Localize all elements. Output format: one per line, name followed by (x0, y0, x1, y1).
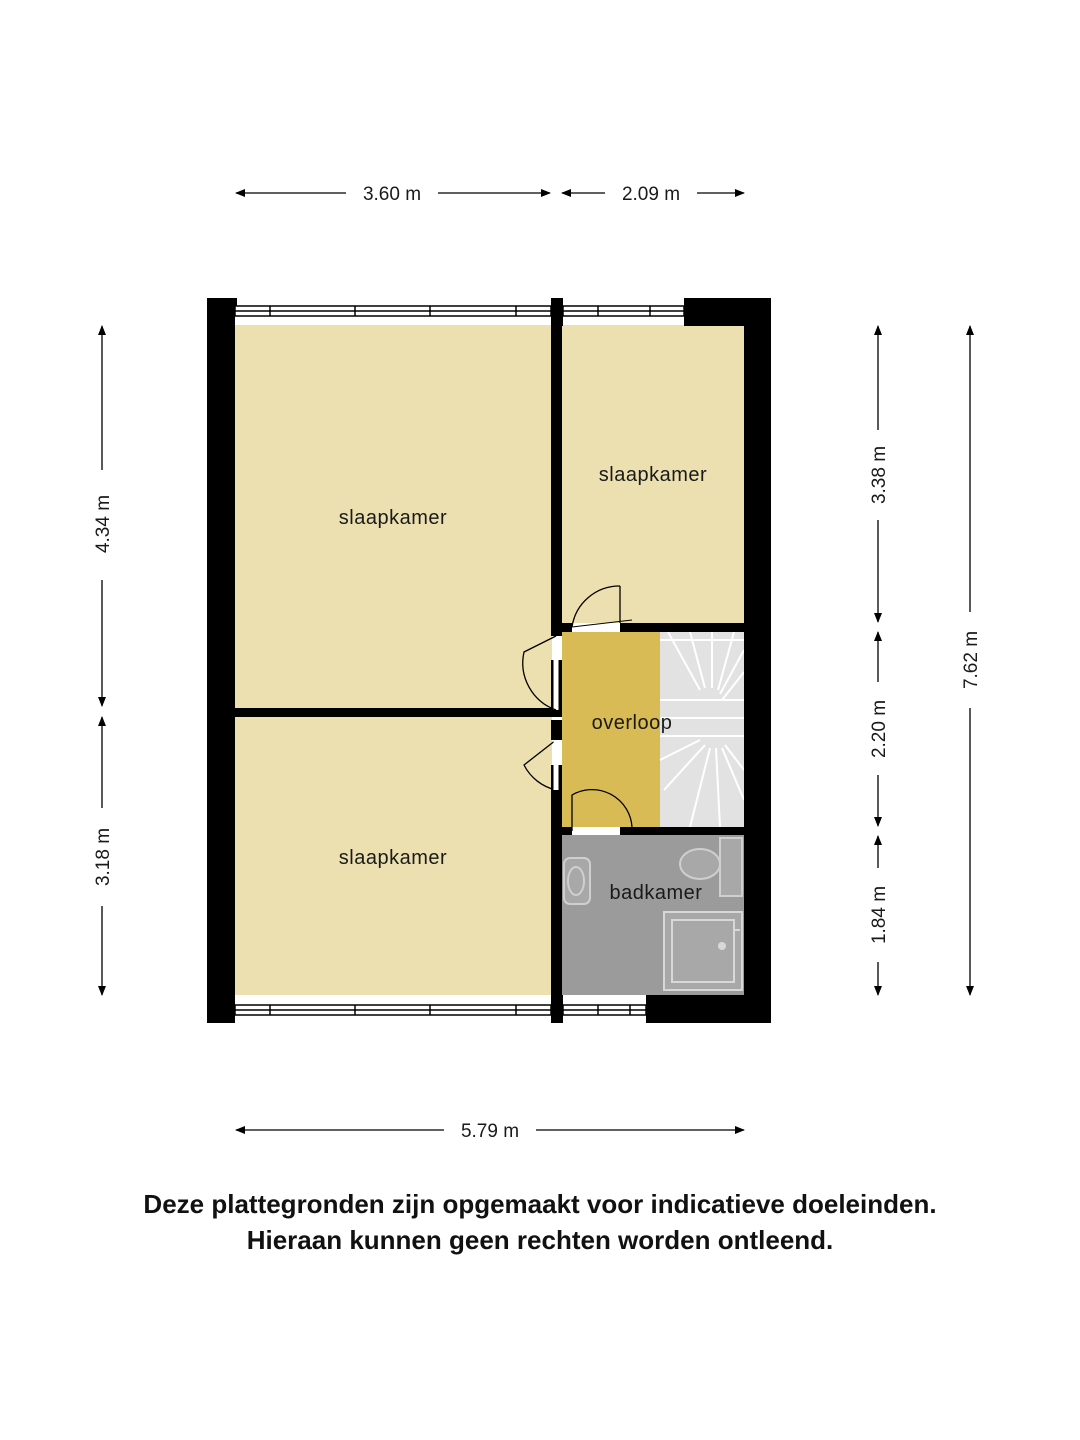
dimension-right-middle: 2.20 m (869, 699, 890, 759)
room-label-bedroom-large: slaapkamer (338, 507, 448, 529)
dimension-left-bottom: 3.18 m (93, 827, 114, 887)
dimension-bottom-total: 5.79 m (460, 1121, 520, 1142)
room-label-bathroom: badkamer (609, 882, 703, 904)
stairs-area (660, 632, 744, 827)
room-label-landing: overloop (591, 712, 673, 734)
room-label-bedroom-bottom: slaapkamer (338, 847, 448, 869)
sink-icon (564, 858, 590, 904)
room-label-bedroom-small: slaapkamer (598, 464, 708, 486)
dimension-right-bottom: 1.84 m (869, 885, 890, 945)
dimension-left-top: 4.34 m (93, 494, 114, 554)
dimension-top-right: 2.09 m (621, 184, 681, 205)
dimension-top-left: 3.60 m (362, 184, 422, 205)
disclaimer-line-2: Hieraan kunnen geen rechten worden ontleend. (246, 1225, 834, 1255)
dimension-right-total: 7.62 m (961, 630, 982, 690)
dimension-right-top: 3.38 m (869, 445, 890, 505)
disclaimer-line-1: Deze plattegronden zijn opgemaakt voor indicatieve doeleinden. (143, 1189, 937, 1219)
shower-icon (664, 912, 742, 990)
